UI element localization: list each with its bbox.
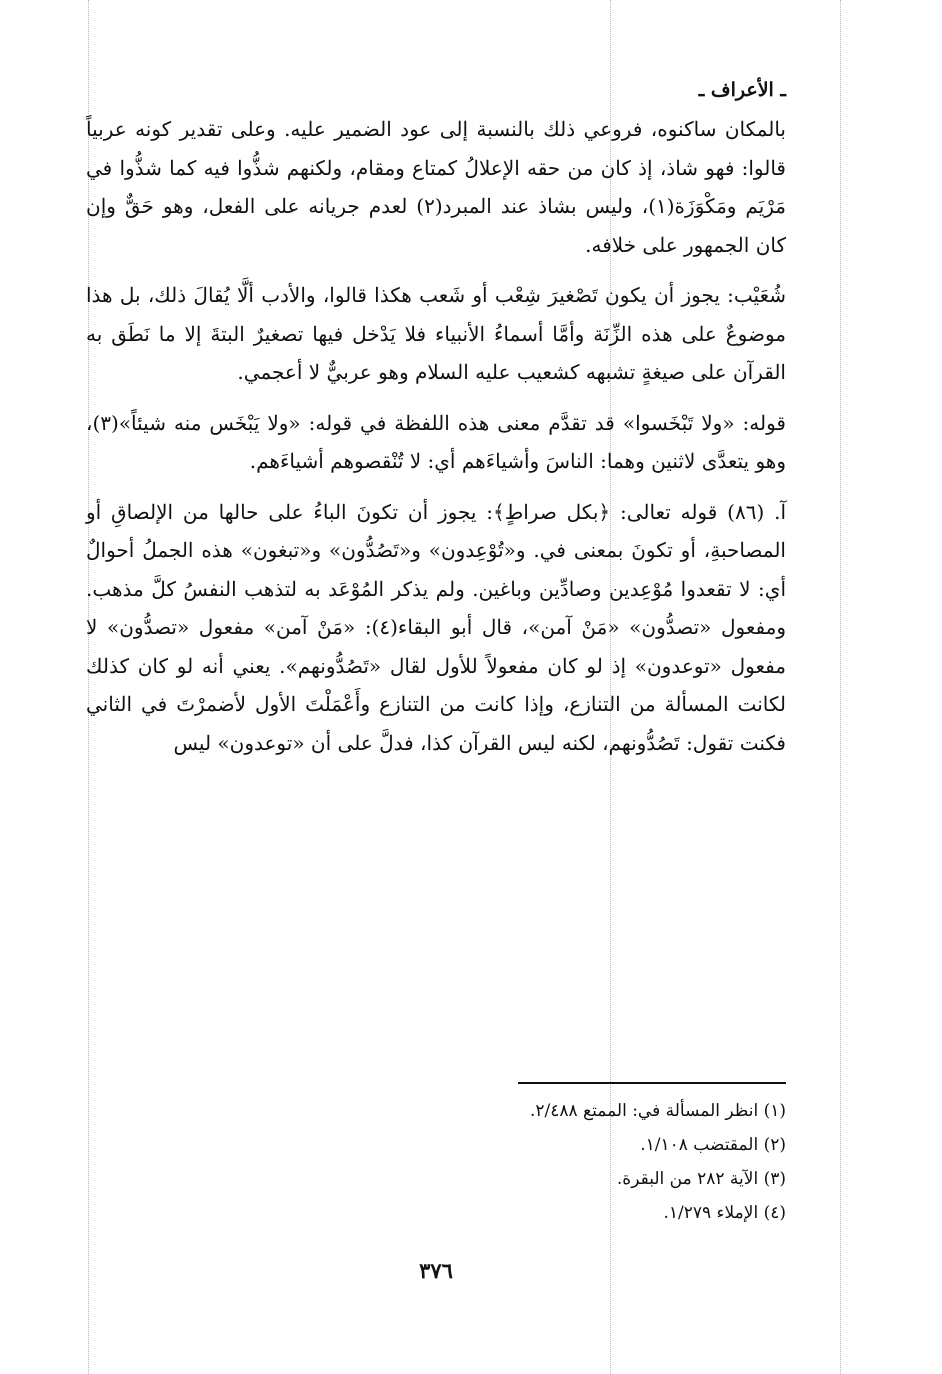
footnote: (٢) المقتضب ١/١٠٨. — [640, 1135, 786, 1155]
running-head: ـ الأعراف ـ — [698, 79, 786, 101]
margin-guide-right — [840, 0, 841, 1374]
footnote-separator — [518, 1082, 786, 1084]
footnote: (٤) الإملاء ١/٢٧٩. — [663, 1203, 786, 1223]
paragraph: بالمكان ساكنوه، فروعي ذلك بالنسبة إلى عود الضمير عليه. وعلى تقدير كونه عربياً قالوا: فهو شاذ، إذ كان من حقه الإعلالُ كمتاع ومقام، ولكنهم شذُّوا فيه كما شذُّوا في مَرْيَم ومَكْوَزَة(١)، وليس بشاذ عند المبرد(٢) لعدم جريانه على الفعل، وهو حَقٌّ وإن كان الجمهور على خلافه. — [86, 117, 787, 257]
page-number: ٣٧٦ — [419, 1258, 453, 1283]
body-text — [86, 110, 786, 762]
paragraph: شُعَيْب: يجوز أن يكون تَصْغيرَ شِعْب أو شَعب هكذا قالوا، والأدب ألَّا يُقالَ ذلك، بل هذا موضوعٌ على هذه الزِّنَة وأمَّا أسماءُ الأنبياء فلا يَدْخل فيها تصغيرٌ البتةَ إلا ما نَطَق به القرآن على صيغةٍ تشبهه كشعيب عليه السلام وهو عربيٌّ لا أعجمي. — [86, 283, 786, 384]
footnote: (١) انظر المسألة في: الممتع ٢/٤٨٨. — [529, 1101, 786, 1121]
paragraph: قوله: «ولا تَبْخَسوا» قد تقدَّم معنى هذه اللفظة في قوله: «ولا يَبْخَس منه شيئاً»(٣)، وهو يتعدَّى لاثنين وهما: الناسَ وأشياءَهم أي: لا تُنْقصوهم أشياءَهم. — [86, 410, 786, 473]
footnotes — [86, 1094, 786, 1230]
footnote: (٣) الآية ٢٨٢ من البقرة. — [616, 1169, 786, 1189]
paragraph: آ. (٨٦) قوله تعالى: ﴿بكل صراطٍ﴾: يجوز أن تكونَ الباءُ على حالها من الإلصاقِ أو المصاحبةِ، أو تكونَ بمعنى في. و«تُوْعِدون» و«تَصُدُّون» و«تبغون» هذه الجملُ أحوالٌ أي: لا تقعدوا مُوْعِدين وصادِّين وباغين. ولم يذكر المُوْعَد به لتذهب النفسُ كلَّ مذهب. ومفعول «تصدُّون» «مَنْ آمن»، قال أبو البقاء(٤): «مَنْ آمن» مفعول «تصدُّون» لا مفعول «توعدون» إذ لو كان مفعولاً للأول لقال «تَصُدُّونهم». يعني أنه لو كان كذلك لكانت المسألة من التنازع، وإذا كانت من التنازع وأَعْمَلْتَ الأول لأضمرْتَ في الثاني فكنت تقول: تَصُدُّونهم، لكنه ليس القرآن كذا، فدلَّ على أن «توعدون» ليس — [86, 499, 787, 755]
book-page — [86, 70, 787, 1283]
